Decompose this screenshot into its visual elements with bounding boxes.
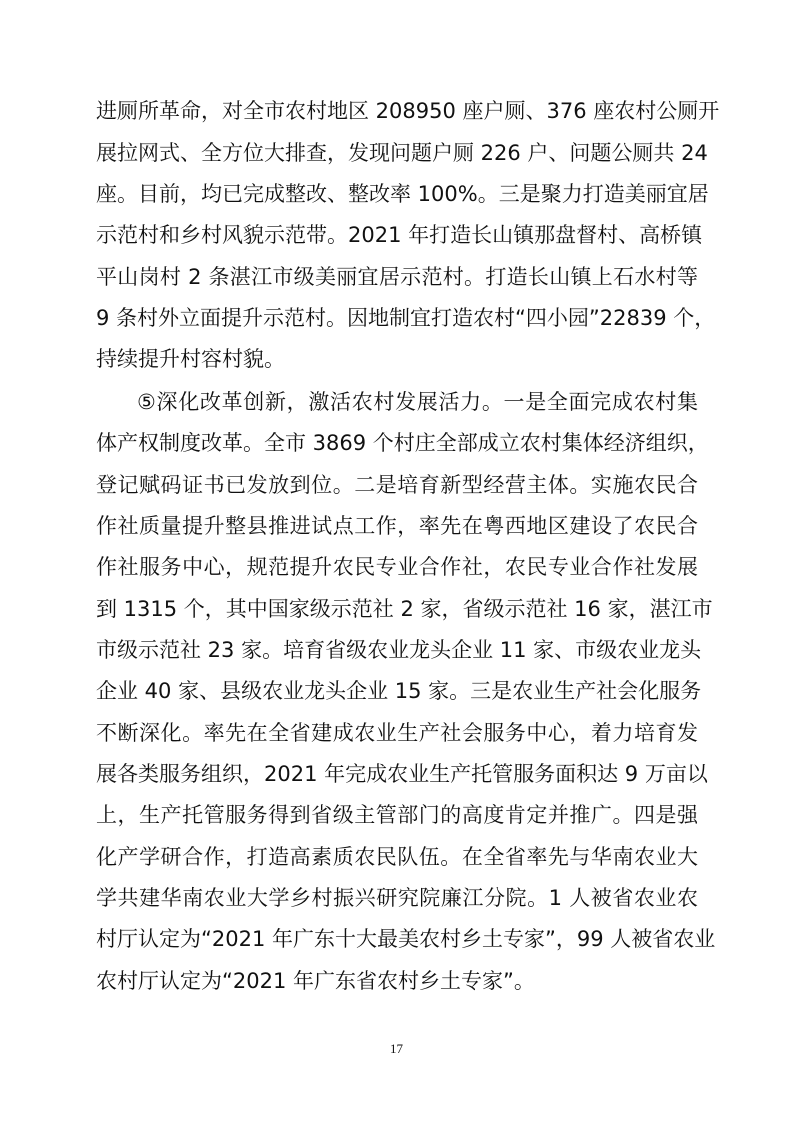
text-line: 作社服务中心，规范提升农民专业合作社，农民专业合作社发展 [96,555,698,579]
text-line: 作社质量提升整县推进试点工作，率先在粤西地区建设了农民合 [96,514,698,538]
text-line: 到 1315 个，其中国家级示范社 2 家，省级示范社 16 家，湛江市 [96,597,713,621]
text-line: 市级示范社 23 家。培育省级农业龙头企业 11 家、市级农业龙头 [96,638,702,662]
text-line: 展拉网式、全方位大排查，发现问题户厕 226 户、问题公厕共 24 [96,141,708,165]
text-line: 示范村和乡村风貌示范带。2021 年打造长山镇那盘督村、高桥镇 [96,223,703,247]
text-line: 上，生产托管服务得到省级主管部门的高度肯定并推广。四是强 [96,803,698,827]
text-line: 持续提升村容村貌。 [96,347,285,371]
text-line: 平山岗村 2 条湛江市级美丽宜居示范村。打造长山镇上石水村等 [96,265,698,289]
text-line: 进厕所革命，对全市农村地区 208950 座户厕、376 座农村公厕开 [96,99,720,123]
text-line: 体产权制度改革。全市 3869 个村庄全部成立农村集体经济组织， [96,431,709,455]
page-number: 17 [390,1041,403,1056]
text-line: ⑤深化改革创新，激活农村发展活力。一是全面完成农村集 [137,390,698,414]
text-line: 学共建华南农业大学乡村振兴研究院廉江分院。1 人被省农业农 [96,886,698,910]
text-line: 展各类服务组织，2021 年完成农业生产托管服务面积达 9 万亩以 [96,762,708,786]
text-line: 不断深化。率先在全省建成农业生产社会服务中心，着力培育发 [96,721,698,745]
text-line: 农村厅认定为“2021 年广东省农村乡土专家”。 [96,969,535,993]
text-line: 企业 40 家、县级农业龙头企业 15 家。三是农业生产社会化服务 [96,679,702,703]
text-line: 9 条村外立面提升示范村。因地制宜打造农村“四小园”22839 个， [96,306,716,330]
text-line: 登记赋码证书已发放到位。二是培育新型经营主体。实施农民合 [96,473,698,497]
text-line: 座。目前，均已完成整改、整改率 100%。三是聚力打造美丽宜居 [96,182,709,206]
text-line: 化产学研合作，打造高素质农民队伍。在全省率先与华南农业大 [96,845,698,869]
text-line: 村厅认定为“2021 年广东十大最美农村乡土专家”，99 人被省农业 [96,927,716,951]
